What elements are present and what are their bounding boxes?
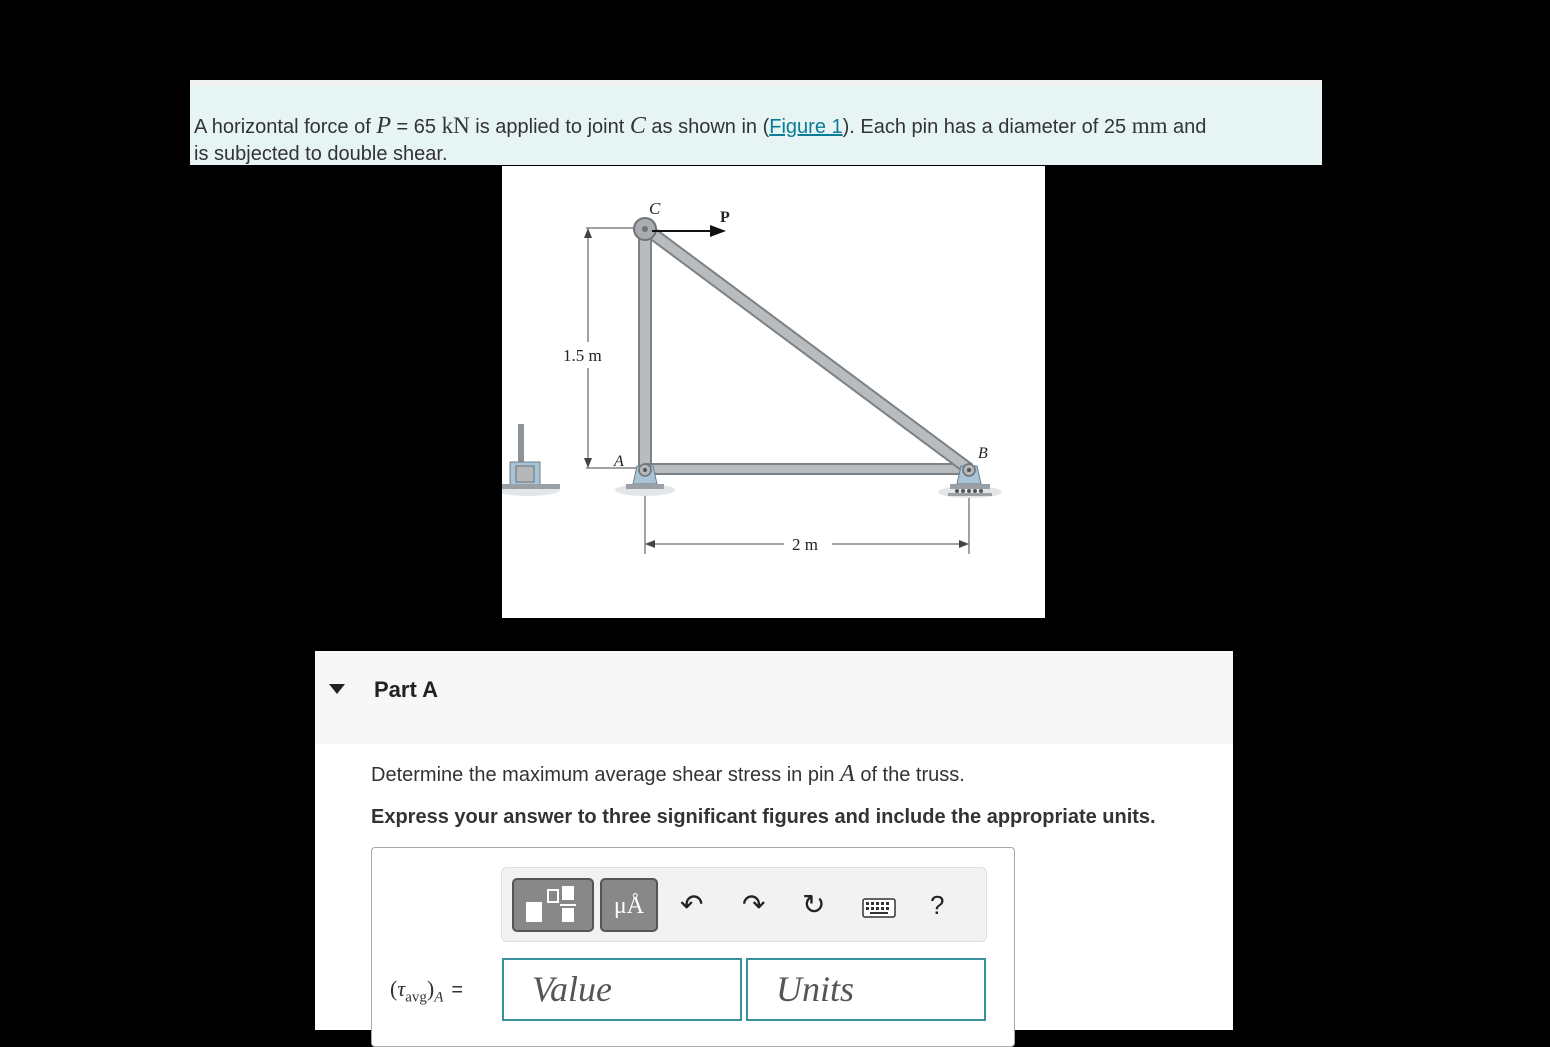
problem-text: and bbox=[1167, 116, 1207, 138]
unit-kn: kN bbox=[441, 113, 470, 138]
answer-box bbox=[371, 847, 1015, 1047]
problem-text: A horizontal force of bbox=[194, 116, 377, 138]
answer-label bbox=[390, 976, 463, 1006]
problem-text: = 65 bbox=[391, 116, 442, 138]
question-part: of the truss. bbox=[854, 764, 965, 786]
units-input[interactable]: Units bbox=[746, 958, 986, 1021]
label-b: B bbox=[978, 445, 988, 462]
label-dim-height: 1.5 m bbox=[563, 346, 602, 365]
templates-icon bbox=[514, 880, 592, 930]
truss-figure bbox=[502, 166, 1045, 618]
problem-text: is applied to joint bbox=[469, 116, 630, 138]
redo-icon[interactable]: ↷ bbox=[742, 889, 766, 920]
problem-text: ). Each pin has a diameter of 25 bbox=[842, 116, 1132, 138]
dimension-arrow bbox=[584, 458, 592, 468]
problem-text: as shown in ( bbox=[645, 116, 770, 138]
problem-line-2: is subjected to double shear. bbox=[194, 143, 448, 165]
truss-diagram bbox=[502, 166, 1045, 618]
pin-c bbox=[642, 226, 648, 232]
problem-line-1 bbox=[194, 112, 1322, 141]
tau-symbol: τ bbox=[397, 976, 406, 1001]
pin-detail bbox=[502, 424, 560, 489]
label-dim-width: 2 m bbox=[792, 535, 818, 554]
units-button[interactable]: μÅ bbox=[600, 878, 658, 932]
unit-mm: mm bbox=[1131, 113, 1168, 138]
var-p: P bbox=[376, 113, 391, 139]
dimension-arrow bbox=[645, 540, 655, 548]
dimension-arrow bbox=[584, 228, 592, 238]
templates-button[interactable] bbox=[512, 878, 594, 932]
help-button[interactable]: ? bbox=[930, 890, 945, 920]
reset-icon[interactable]: ↻ bbox=[802, 889, 826, 920]
problem-statement bbox=[190, 80, 1322, 165]
member-bc bbox=[645, 228, 969, 469]
dimension-arrow bbox=[959, 540, 969, 548]
equals-sign: = bbox=[451, 979, 464, 1001]
part-a-panel bbox=[315, 651, 1233, 1030]
var-c: C bbox=[629, 113, 646, 139]
part-a-title: Part A bbox=[374, 677, 438, 702]
paren-open: ( bbox=[390, 976, 398, 1001]
collapse-caret-icon[interactable] bbox=[329, 684, 345, 694]
var-a: A bbox=[840, 761, 855, 787]
value-input[interactable]: Value bbox=[502, 958, 742, 1021]
figure-link[interactable]: Figure 1 bbox=[769, 116, 843, 138]
label-c: C bbox=[649, 199, 661, 218]
undo-icon[interactable]: ↶ bbox=[680, 889, 704, 920]
answer-toolbar bbox=[501, 867, 987, 942]
label-a: A bbox=[614, 453, 624, 470]
instruction-text: Express your answer to three significant figures and include the appropriate units. bbox=[371, 806, 1156, 828]
paren-close: ) bbox=[426, 976, 435, 1001]
question-text bbox=[371, 761, 965, 788]
label-p: P bbox=[720, 209, 730, 226]
force-p-arrowhead bbox=[710, 225, 726, 237]
subscript-a: A bbox=[434, 989, 444, 1006]
subscript-avg: avg bbox=[405, 989, 427, 1006]
part-a-header[interactable] bbox=[315, 651, 1233, 744]
question-part: Determine the maximum average shear stress in pin bbox=[371, 764, 841, 786]
keyboard-icon[interactable] bbox=[862, 894, 896, 924]
